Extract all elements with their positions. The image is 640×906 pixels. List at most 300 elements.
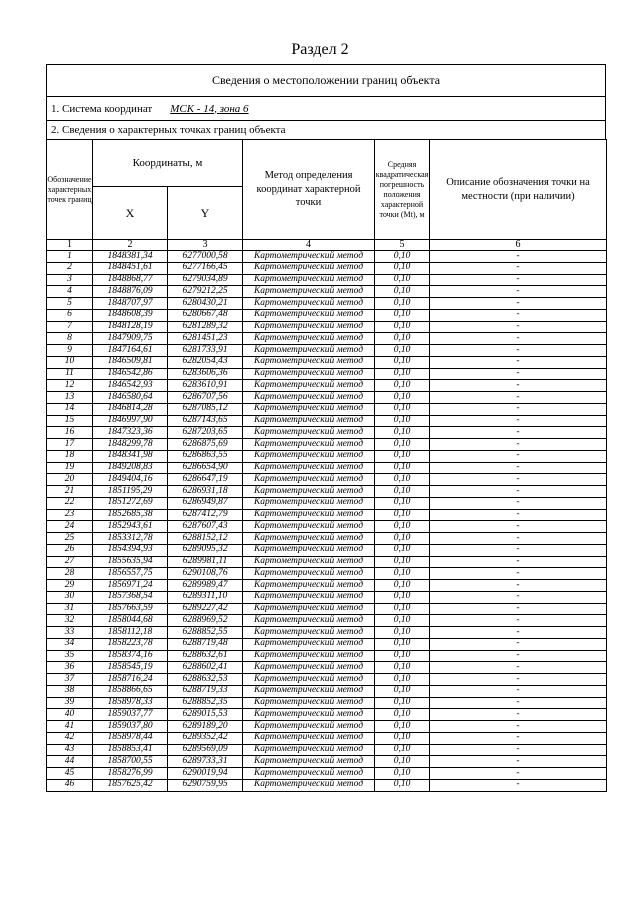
description-cell: - (430, 697, 607, 709)
description-cell: - (430, 380, 607, 392)
point-number-cell: 17 (47, 439, 93, 451)
point-number-cell: 30 (47, 591, 93, 603)
x-coordinate-cell: 1846509,81 (93, 356, 168, 368)
y-coordinate-cell: 6288602,41 (168, 662, 243, 674)
description-cell: - (430, 709, 607, 721)
x-coordinate-cell: 1858112,18 (93, 627, 168, 639)
y-coordinate-cell: 6288719,48 (168, 638, 243, 650)
x-coordinate-cell: 1858866,65 (93, 685, 168, 697)
col-x: X (93, 187, 168, 240)
point-number-cell: 21 (47, 486, 93, 498)
x-coordinate-cell: 1848876,09 (93, 286, 168, 298)
y-coordinate-cell: 6288852,35 (168, 697, 243, 709)
method-cell: Картометрический метод (243, 345, 375, 357)
accuracy-cell: 0,10 (375, 650, 430, 662)
description-cell: - (430, 251, 607, 263)
col-method: Метод определения координат характерной точки (243, 140, 375, 240)
y-coordinate-cell: 6289189,20 (168, 721, 243, 733)
accuracy-cell: 0,10 (375, 321, 430, 333)
table-row (47, 591, 607, 603)
point-number-cell: 32 (47, 615, 93, 627)
method-cell: Картометрический метод (243, 674, 375, 686)
accuracy-cell: 0,10 (375, 544, 430, 556)
method-cell: Картометрический метод (243, 321, 375, 333)
y-coordinate-cell: 6287143,65 (168, 415, 243, 427)
x-coordinate-cell: 1847164,61 (93, 345, 168, 357)
table-row (47, 345, 607, 357)
table-row (47, 262, 607, 274)
description-cell: - (430, 345, 607, 357)
y-coordinate-cell: 6288152,12 (168, 533, 243, 545)
point-number-cell: 38 (47, 685, 93, 697)
table-row (47, 392, 607, 404)
table-row (47, 462, 607, 474)
table-row (47, 356, 607, 368)
y-coordinate-cell: 6286949,87 (168, 497, 243, 509)
y-coordinate-cell: 6286707,56 (168, 392, 243, 404)
x-coordinate-cell: 1846997,90 (93, 415, 168, 427)
x-coordinate-cell: 1859037,77 (93, 709, 168, 721)
accuracy-cell: 0,10 (375, 380, 430, 392)
table-row (47, 497, 607, 509)
point-number-cell: 15 (47, 415, 93, 427)
column-number-row (47, 240, 607, 251)
y-coordinate-cell: 6287412,79 (168, 509, 243, 521)
method-cell: Картометрический метод (243, 580, 375, 592)
y-coordinate-cell: 6288719,33 (168, 685, 243, 697)
description-cell: - (430, 721, 607, 733)
x-coordinate-cell: 1848341,98 (93, 450, 168, 462)
method-cell: Картометрический метод (243, 721, 375, 733)
x-coordinate-cell: 1846814,28 (93, 403, 168, 415)
point-number-cell: 27 (47, 556, 93, 568)
table-row (47, 380, 607, 392)
accuracy-cell: 0,10 (375, 591, 430, 603)
x-coordinate-cell: 1858374,16 (93, 650, 168, 662)
description-cell: - (430, 439, 607, 451)
object-info-box (46, 64, 606, 140)
table-row (47, 756, 607, 768)
description-cell: - (430, 333, 607, 345)
x-coordinate-cell: 1848381,34 (93, 251, 168, 263)
accuracy-cell: 0,10 (375, 262, 430, 274)
table-row (47, 403, 607, 415)
accuracy-cell: 0,10 (375, 580, 430, 592)
x-coordinate-cell: 1858716,24 (93, 674, 168, 686)
point-number-cell: 9 (47, 345, 93, 357)
y-coordinate-cell: 6281451,23 (168, 333, 243, 345)
point-number-cell: 26 (47, 544, 93, 556)
table-row (47, 721, 607, 733)
description-cell: - (430, 462, 607, 474)
x-coordinate-cell: 1848128,19 (93, 321, 168, 333)
method-cell: Картометрический метод (243, 380, 375, 392)
point-number-cell: 7 (47, 321, 93, 333)
col-y: Y (168, 187, 243, 240)
x-coordinate-cell: 1858978,44 (93, 732, 168, 744)
x-coordinate-cell: 1851272,69 (93, 497, 168, 509)
accuracy-cell: 0,10 (375, 427, 430, 439)
method-cell: Картометрический метод (243, 274, 375, 286)
x-coordinate-cell: 1858044,68 (93, 615, 168, 627)
column-number: 1 (47, 240, 93, 251)
description-cell: - (430, 732, 607, 744)
table-row (47, 603, 607, 615)
accuracy-cell: 0,10 (375, 392, 430, 404)
point-number-cell: 39 (47, 697, 93, 709)
method-cell: Картометрический метод (243, 509, 375, 521)
method-cell: Картометрический метод (243, 685, 375, 697)
col-accuracy: Средняя квадратическая погрешность положения характерной точки (Мt), м (375, 140, 430, 240)
x-coordinate-cell: 1854394,93 (93, 544, 168, 556)
x-coordinate-cell: 1853312,78 (93, 533, 168, 545)
accuracy-cell: 0,10 (375, 450, 430, 462)
description-cell: - (430, 392, 607, 404)
point-number-cell: 29 (47, 580, 93, 592)
y-coordinate-cell: 6287085,12 (168, 403, 243, 415)
x-coordinate-cell: 1856971,24 (93, 580, 168, 592)
description-cell: - (430, 627, 607, 639)
method-cell: Картометрический метод (243, 544, 375, 556)
table-row (47, 709, 607, 721)
point-number-cell: 4 (47, 286, 93, 298)
header-title: Сведения о местоположении границ объекта (47, 65, 606, 97)
method-cell: Картометрический метод (243, 556, 375, 568)
method-cell: Картометрический метод (243, 768, 375, 780)
x-coordinate-cell: 1856557,75 (93, 568, 168, 580)
method-cell: Картометрический метод (243, 286, 375, 298)
accuracy-cell: 0,10 (375, 685, 430, 697)
y-coordinate-cell: 6290108,76 (168, 568, 243, 580)
accuracy-cell: 0,10 (375, 721, 430, 733)
table-row (47, 674, 607, 686)
x-coordinate-cell: 1857625,42 (93, 779, 168, 791)
method-cell: Картометрический метод (243, 403, 375, 415)
description-cell: - (430, 321, 607, 333)
point-number-cell: 31 (47, 603, 93, 615)
method-cell: Картометрический метод (243, 356, 375, 368)
point-number-cell: 23 (47, 509, 93, 521)
method-cell: Картометрический метод (243, 298, 375, 310)
point-number-cell: 6 (47, 309, 93, 321)
method-cell: Картометрический метод (243, 415, 375, 427)
y-coordinate-cell: 6288969,52 (168, 615, 243, 627)
method-cell: Картометрический метод (243, 732, 375, 744)
x-coordinate-cell: 1857368,54 (93, 591, 168, 603)
table-row (47, 744, 607, 756)
y-coordinate-cell: 6287203,65 (168, 427, 243, 439)
table-row (47, 368, 607, 380)
accuracy-cell: 0,10 (375, 709, 430, 721)
accuracy-cell: 0,10 (375, 415, 430, 427)
y-coordinate-cell: 6290759,95 (168, 779, 243, 791)
description-cell: - (430, 486, 607, 498)
table-row (47, 697, 607, 709)
description-cell: - (430, 650, 607, 662)
point-number-cell: 46 (47, 779, 93, 791)
y-coordinate-cell: 6286875,69 (168, 439, 243, 451)
table-row (47, 474, 607, 486)
point-number-cell: 37 (47, 674, 93, 686)
description-cell: - (430, 685, 607, 697)
column-number: 2 (93, 240, 168, 251)
point-number-cell: 19 (47, 462, 93, 474)
x-coordinate-cell: 1859037,80 (93, 721, 168, 733)
x-coordinate-cell: 1848868,77 (93, 274, 168, 286)
point-number-cell: 16 (47, 427, 93, 439)
point-number-cell: 43 (47, 744, 93, 756)
points-section-title: 2. Сведения о характерных точках границ объекта (47, 121, 606, 140)
accuracy-cell: 0,10 (375, 568, 430, 580)
accuracy-cell: 0,10 (375, 744, 430, 756)
x-coordinate-cell: 1848451,61 (93, 262, 168, 274)
method-cell: Картометрический метод (243, 591, 375, 603)
x-coordinate-cell: 1858978,33 (93, 697, 168, 709)
description-cell: - (430, 674, 607, 686)
point-number-cell: 5 (47, 298, 93, 310)
description-cell: - (430, 580, 607, 592)
y-coordinate-cell: 6277000,58 (168, 251, 243, 263)
description-cell: - (430, 544, 607, 556)
table-row (47, 627, 607, 639)
description-cell: - (430, 662, 607, 674)
point-number-cell: 13 (47, 392, 93, 404)
method-cell: Картометрический метод (243, 697, 375, 709)
col-coordinates: Координаты, м (93, 140, 243, 187)
table-row (47, 556, 607, 568)
y-coordinate-cell: 6289733,31 (168, 756, 243, 768)
y-coordinate-cell: 6281733,91 (168, 345, 243, 357)
x-coordinate-cell: 1852943,61 (93, 521, 168, 533)
description-cell: - (430, 450, 607, 462)
y-coordinate-cell: 6286647,19 (168, 474, 243, 486)
table-row (47, 286, 607, 298)
description-cell: - (430, 474, 607, 486)
y-coordinate-cell: 6277166,45 (168, 262, 243, 274)
accuracy-cell: 0,10 (375, 356, 430, 368)
x-coordinate-cell: 1858223,78 (93, 638, 168, 650)
description-cell: - (430, 262, 607, 274)
description-cell: - (430, 603, 607, 615)
y-coordinate-cell: 6288632,53 (168, 674, 243, 686)
accuracy-cell: 0,10 (375, 403, 430, 415)
point-number-cell: 11 (47, 368, 93, 380)
description-cell: - (430, 356, 607, 368)
y-coordinate-cell: 6286863,55 (168, 450, 243, 462)
method-cell: Картометрический метод (243, 497, 375, 509)
table-row (47, 615, 607, 627)
accuracy-cell: 0,10 (375, 286, 430, 298)
x-coordinate-cell: 1847909,75 (93, 333, 168, 345)
method-cell: Картометрический метод (243, 627, 375, 639)
method-cell: Картометрический метод (243, 450, 375, 462)
point-number-cell: 36 (47, 662, 93, 674)
y-coordinate-cell: 6279212,25 (168, 286, 243, 298)
table-row (47, 321, 607, 333)
y-coordinate-cell: 6283606,36 (168, 368, 243, 380)
point-number-cell: 22 (47, 497, 93, 509)
table-row (47, 509, 607, 521)
y-coordinate-cell: 6289352,42 (168, 732, 243, 744)
description-cell: - (430, 521, 607, 533)
y-coordinate-cell: 6280667,48 (168, 309, 243, 321)
description-cell: - (430, 556, 607, 568)
method-cell: Картометрический метод (243, 439, 375, 451)
y-coordinate-cell: 6288632,61 (168, 650, 243, 662)
section-title: Раздел 2 (291, 41, 349, 58)
x-coordinate-cell: 1848299,78 (93, 439, 168, 451)
point-number-cell: 25 (47, 533, 93, 545)
column-number: 5 (375, 240, 430, 251)
table-row (47, 580, 607, 592)
method-cell: Картометрический метод (243, 427, 375, 439)
description-cell: - (430, 427, 607, 439)
table-row (47, 533, 607, 545)
accuracy-cell: 0,10 (375, 732, 430, 744)
y-coordinate-cell: 6289015,53 (168, 709, 243, 721)
table-row (47, 768, 607, 780)
description-cell: - (430, 497, 607, 509)
table-row (47, 662, 607, 674)
accuracy-cell: 0,10 (375, 462, 430, 474)
column-number: 4 (243, 240, 375, 251)
accuracy-cell: 0,10 (375, 345, 430, 357)
table-row (47, 274, 607, 286)
y-coordinate-cell: 6289569,09 (168, 744, 243, 756)
method-cell: Картометрический метод (243, 650, 375, 662)
column-number: 3 (168, 240, 243, 251)
description-cell: - (430, 768, 607, 780)
description-cell: - (430, 368, 607, 380)
x-coordinate-cell: 1857663,59 (93, 603, 168, 615)
method-cell: Картометрический метод (243, 462, 375, 474)
method-cell: Картометрический метод (243, 251, 375, 263)
method-cell: Картометрический метод (243, 474, 375, 486)
x-coordinate-cell: 1851195,29 (93, 486, 168, 498)
method-cell: Картометрический метод (243, 262, 375, 274)
x-coordinate-cell: 1858276,99 (93, 768, 168, 780)
point-number-cell: 41 (47, 721, 93, 733)
point-number-cell: 18 (47, 450, 93, 462)
y-coordinate-cell: 6289981,11 (168, 556, 243, 568)
point-number-cell: 8 (47, 333, 93, 345)
x-coordinate-cell: 1852685,38 (93, 509, 168, 521)
points-table (46, 139, 607, 792)
method-cell: Картометрический метод (243, 309, 375, 321)
point-number-cell: 10 (47, 356, 93, 368)
table-row (47, 685, 607, 697)
method-cell: Картометрический метод (243, 709, 375, 721)
accuracy-cell: 0,10 (375, 309, 430, 321)
accuracy-cell: 0,10 (375, 603, 430, 615)
table-row (47, 415, 607, 427)
accuracy-cell: 0,10 (375, 662, 430, 674)
table-row (47, 568, 607, 580)
table-row (47, 650, 607, 662)
table-row (47, 544, 607, 556)
table-row (47, 298, 607, 310)
description-cell: - (430, 509, 607, 521)
accuracy-cell: 0,10 (375, 298, 430, 310)
point-number-cell: 45 (47, 768, 93, 780)
y-coordinate-cell: 6289989,47 (168, 580, 243, 592)
y-coordinate-cell: 6286654,90 (168, 462, 243, 474)
description-cell: - (430, 756, 607, 768)
table-row (47, 450, 607, 462)
x-coordinate-cell: 1848707,97 (93, 298, 168, 310)
x-coordinate-cell: 1858545,19 (93, 662, 168, 674)
accuracy-cell: 0,10 (375, 368, 430, 380)
point-number-cell: 24 (47, 521, 93, 533)
accuracy-cell: 0,10 (375, 556, 430, 568)
point-number-cell: 33 (47, 627, 93, 639)
y-coordinate-cell: 6283610,91 (168, 380, 243, 392)
x-coordinate-cell: 1847323,36 (93, 427, 168, 439)
description-cell: - (430, 415, 607, 427)
table-row (47, 439, 607, 451)
x-coordinate-cell: 1858853,41 (93, 744, 168, 756)
accuracy-cell: 0,10 (375, 521, 430, 533)
method-cell: Картометрический метод (243, 568, 375, 580)
point-number-cell: 3 (47, 274, 93, 286)
description-cell: - (430, 533, 607, 545)
y-coordinate-cell: 6288852,55 (168, 627, 243, 639)
accuracy-cell: 0,10 (375, 756, 430, 768)
y-coordinate-cell: 6286931,18 (168, 486, 243, 498)
table-row (47, 309, 607, 321)
accuracy-cell: 0,10 (375, 638, 430, 650)
description-cell: - (430, 286, 607, 298)
method-cell: Картометрический метод (243, 638, 375, 650)
description-cell: - (430, 568, 607, 580)
accuracy-cell: 0,10 (375, 251, 430, 263)
description-cell: - (430, 615, 607, 627)
column-number: 6 (430, 240, 607, 251)
col-point-designation: Обозначение характерных точек границ (47, 140, 93, 240)
accuracy-cell: 0,10 (375, 615, 430, 627)
table-row (47, 732, 607, 744)
description-cell: - (430, 744, 607, 756)
description-cell: - (430, 591, 607, 603)
y-coordinate-cell: 6282054,43 (168, 356, 243, 368)
coord-system-value: МСК - 14, зона 6 (170, 102, 249, 115)
point-number-cell: 42 (47, 732, 93, 744)
description-cell: - (430, 298, 607, 310)
y-coordinate-cell: 6280430,21 (168, 298, 243, 310)
points-table-body (47, 251, 607, 792)
table-row (47, 486, 607, 498)
y-coordinate-cell: 6289227,42 (168, 603, 243, 615)
description-cell: - (430, 403, 607, 415)
method-cell: Картометрический метод (243, 779, 375, 791)
accuracy-cell: 0,10 (375, 274, 430, 286)
point-number-cell: 2 (47, 262, 93, 274)
description-cell: - (430, 309, 607, 321)
method-cell: Картометрический метод (243, 521, 375, 533)
y-coordinate-cell: 6281289,32 (168, 321, 243, 333)
method-cell: Картометрический метод (243, 603, 375, 615)
accuracy-cell: 0,10 (375, 474, 430, 486)
accuracy-cell: 0,10 (375, 697, 430, 709)
table-row (47, 638, 607, 650)
accuracy-cell: 0,10 (375, 674, 430, 686)
description-cell: - (430, 779, 607, 791)
accuracy-cell: 0,10 (375, 439, 430, 451)
accuracy-cell: 0,10 (375, 533, 430, 545)
col-description: Описание обозначения точки на местности (при наличии) (430, 140, 607, 240)
accuracy-cell: 0,10 (375, 779, 430, 791)
y-coordinate-cell: 6279034,89 (168, 274, 243, 286)
